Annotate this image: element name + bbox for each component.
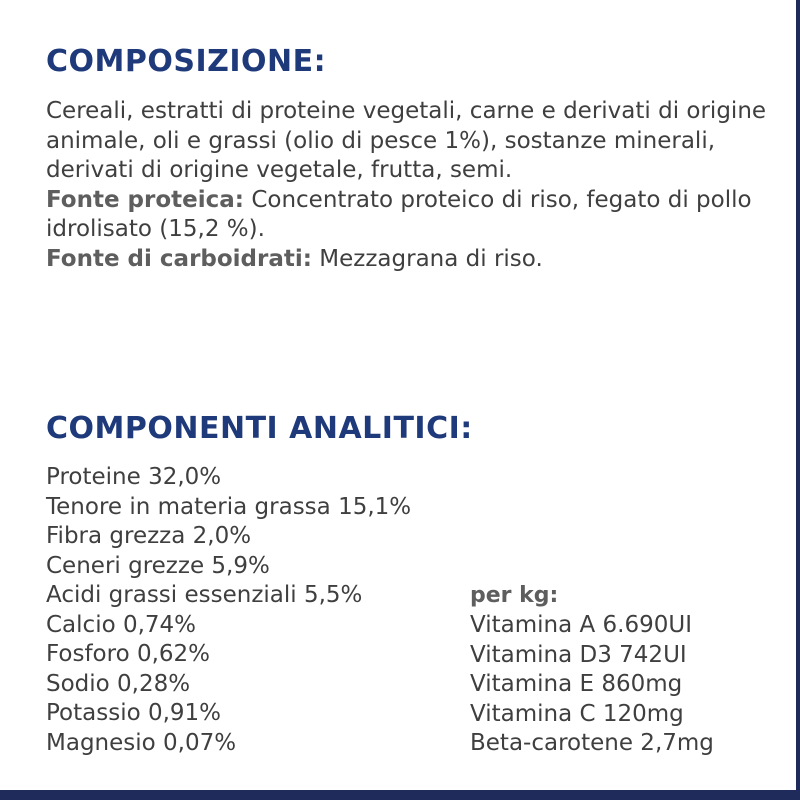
nutrient-item: Tenore in materia grassa 15,1% xyxy=(46,493,412,520)
vitamin-list xyxy=(470,611,714,759)
protein-source-label: Fonte proteica: xyxy=(46,186,244,213)
nutrient-item: Potassio 0,91% xyxy=(46,700,222,726)
nutrient-item: Sodio 0,28% xyxy=(46,670,191,697)
bottom-band xyxy=(0,790,800,800)
composition-section xyxy=(46,97,786,274)
nutrient-list xyxy=(46,463,411,758)
analytic-components-heading: COMPONENTI ANALITICI: xyxy=(46,411,473,446)
right-edge-band xyxy=(796,0,800,800)
protein-source-text: Concentrato proteico di riso, fegato di pollo idrolisato (15,2 %). xyxy=(46,186,752,242)
nutrient-item: Ceneri grezze 5,9% xyxy=(46,552,270,579)
nutrient-item: Proteine 32,0% xyxy=(46,464,222,490)
composition-heading: COMPOSIZIONE: xyxy=(46,44,327,79)
vitamin-item: Beta-carotene 2,7mg xyxy=(470,730,714,756)
vitamin-item: Vitamina C 120mg xyxy=(470,700,684,727)
nutrient-item: Acidi grassi essenziali 5,5% xyxy=(46,582,363,608)
vitamin-item: Vitamina D3 742UI xyxy=(470,641,687,668)
protein-source-line xyxy=(46,186,786,245)
nutrient-item: Magnesio 0,07% xyxy=(46,729,237,756)
nutrient-item: Fosforo 0,62% xyxy=(46,641,211,667)
carb-source-line xyxy=(46,245,786,275)
carb-source-label: Fonte di carboidrati: xyxy=(46,245,312,272)
vitamins-per-kg-header: per kg: xyxy=(470,583,559,608)
nutrient-item: Calcio 0,74% xyxy=(46,611,197,638)
nutrient-item: Fibra grezza 2,0% xyxy=(46,523,252,549)
ingredients-text: Cereali, estratti di proteine vegetali, carne e derivati di origine animale, oli e grassi (olio di pesce 1%), sostanze minerali, derivati di origine vegetale, frutta, semi. xyxy=(46,98,767,183)
carb-source-text: Mezzagrana di riso. xyxy=(319,245,543,272)
vitamin-item: Vitamina E 860mg xyxy=(470,671,683,697)
vitamin-item: Vitamina A 6.690UI xyxy=(470,612,693,638)
